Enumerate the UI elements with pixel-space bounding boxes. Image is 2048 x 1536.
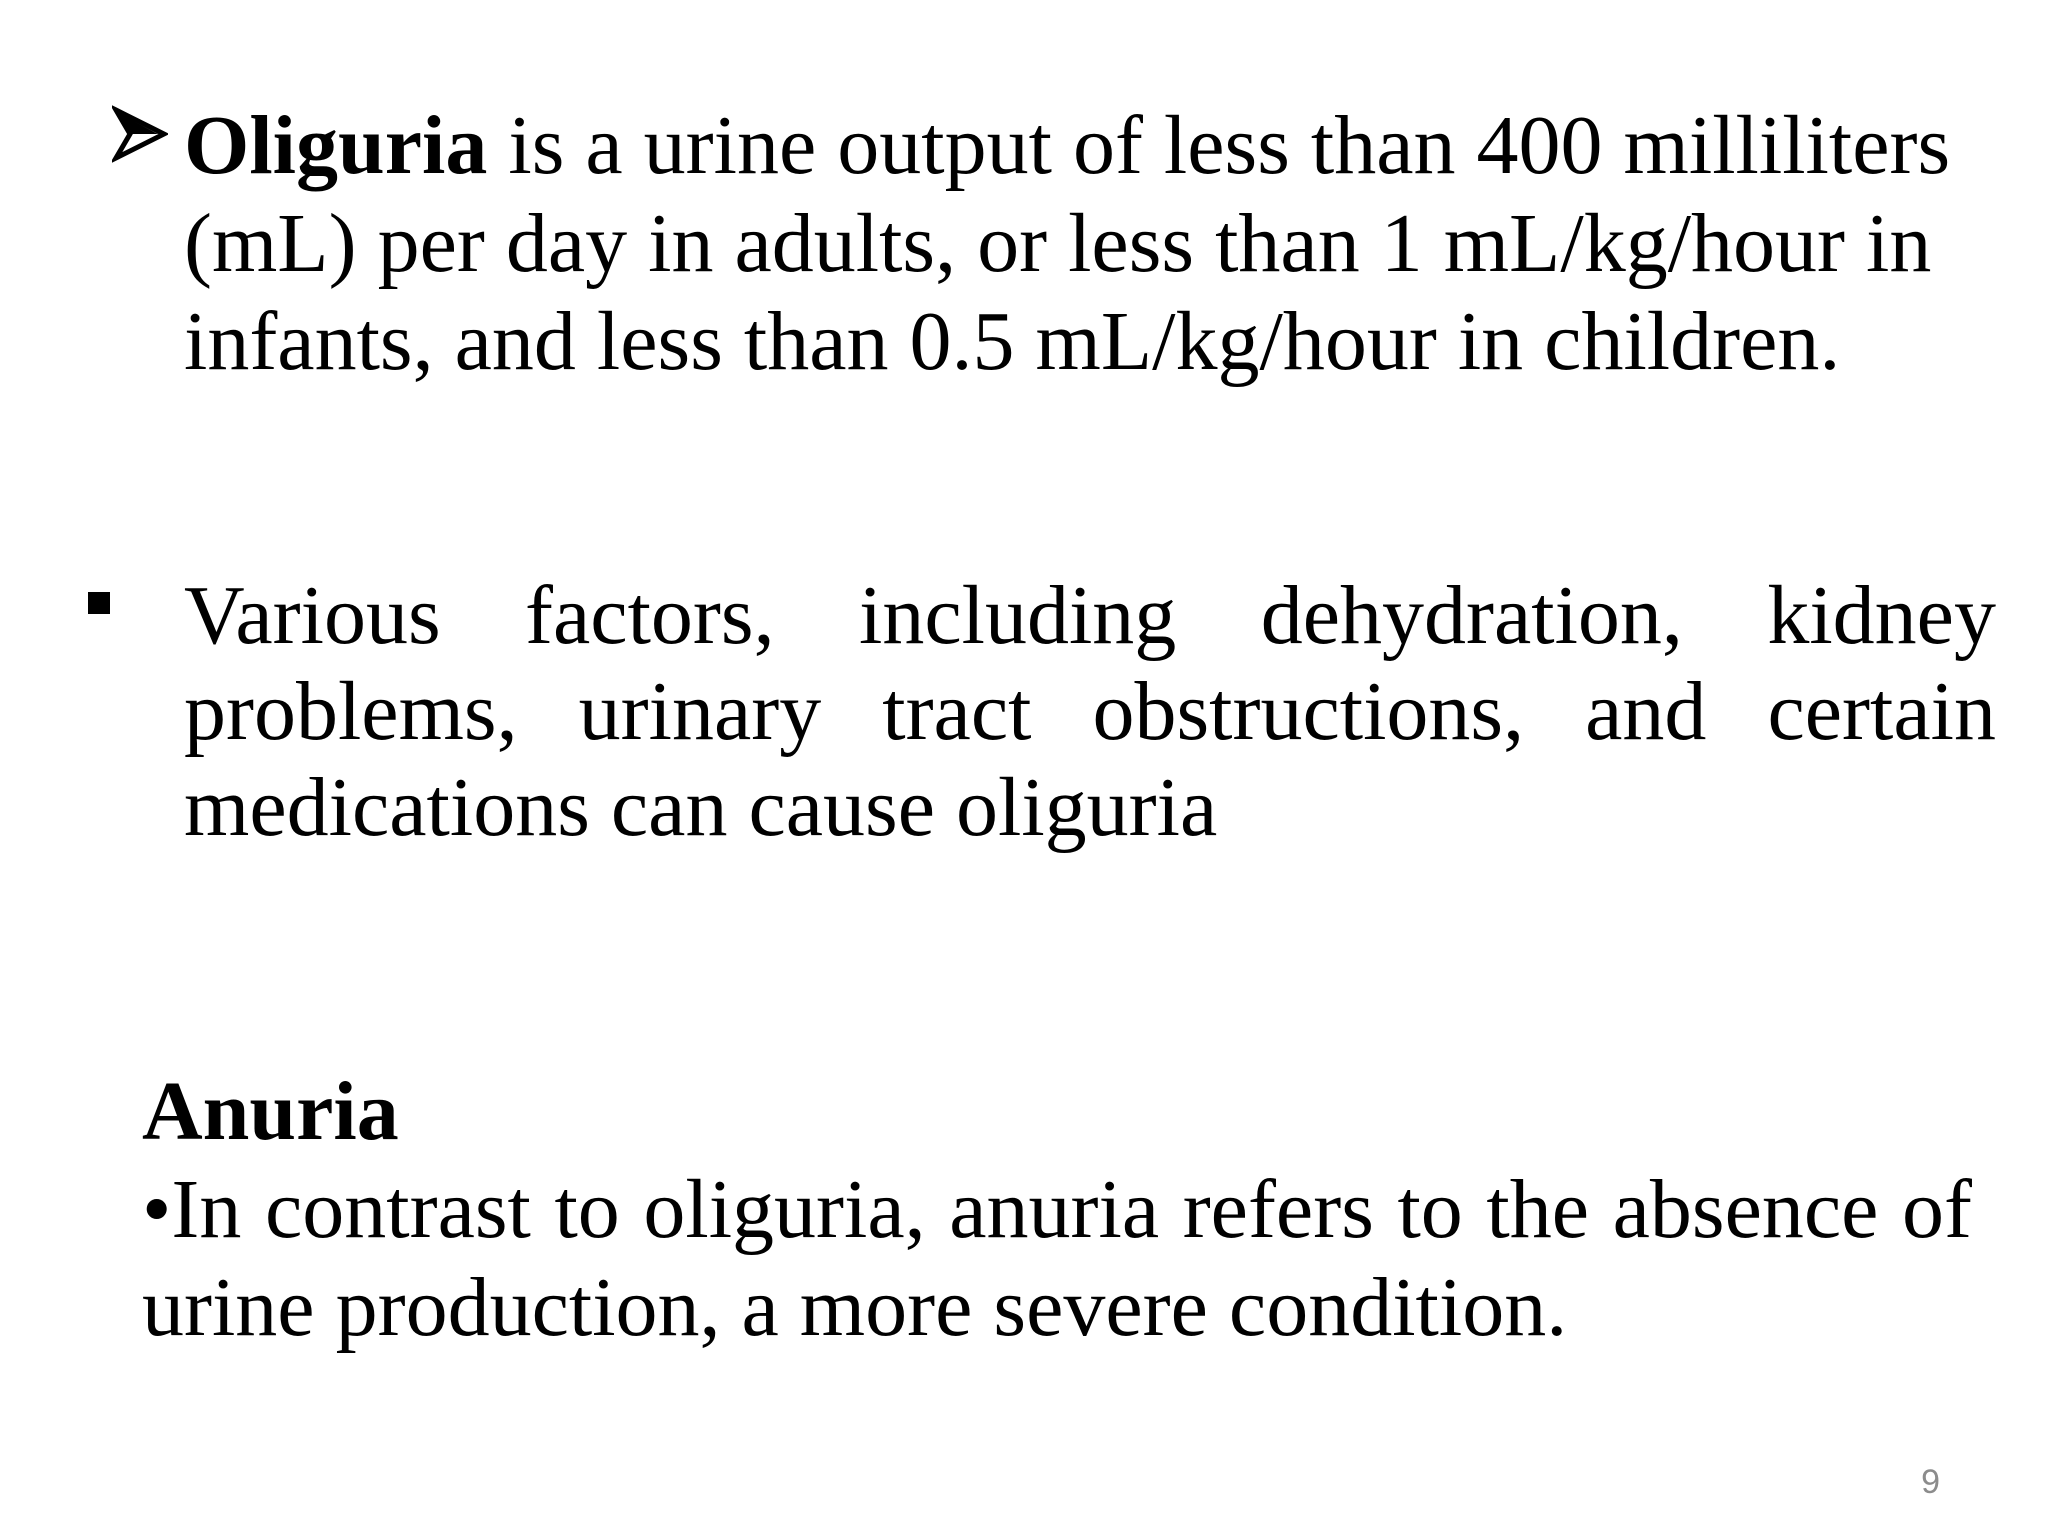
causes-line-3: medications can cause oliguria <box>184 761 1218 854</box>
causes-word: obstructions, <box>1092 665 1525 758</box>
anuria-word: the <box>1486 1163 1590 1256</box>
causes-line-1 <box>184 568 1996 664</box>
anuria-word: anuria <box>949 1163 1160 1256</box>
oliguria-line-3: infants, and less than 0.5 mL/kg/hour in children. <box>184 295 1841 388</box>
square-bullet-icon <box>88 592 110 614</box>
anuria-word: oliguria, <box>643 1163 926 1256</box>
anuria-word: •In <box>142 1163 242 1256</box>
causes-word: problems, <box>184 665 518 758</box>
causes-word: and <box>1585 665 1707 758</box>
anuria-word: refers <box>1182 1163 1374 1256</box>
anuria-line-1 <box>142 1162 1972 1258</box>
causes-line-2 <box>184 664 1996 760</box>
page-number: 9 <box>1921 1463 1940 1501</box>
anuria-word: to <box>1397 1163 1463 1256</box>
causes-word: certain <box>1767 665 1996 758</box>
causes-word: Various <box>184 569 441 662</box>
causes-word: tract <box>882 665 1032 758</box>
causes-word: urinary <box>578 665 822 758</box>
anuria-word: contrast <box>264 1163 531 1256</box>
oliguria-definition-start: is a urine output of less than 400 milliliters <box>487 99 1951 192</box>
causes-word: factors, <box>525 569 775 662</box>
causes-word: including <box>859 569 1177 662</box>
oliguria-line-1 <box>184 98 1950 194</box>
anuria-word: absence <box>1612 1163 1879 1256</box>
anuria-line-2: urine production, a more severe condition. <box>142 1261 1568 1354</box>
anuria-word: of <box>1902 1163 1972 1256</box>
oliguria-term: Oliguria <box>184 99 488 192</box>
anuria-word: to <box>554 1163 620 1256</box>
oliguria-line-2: (mL) per day in adults, or less than 1 mL/kg/hour in <box>184 197 1932 290</box>
causes-word: kidney <box>1767 569 1996 662</box>
causes-word: dehydration, <box>1260 569 1683 662</box>
anuria-heading: Anuria <box>142 1065 399 1158</box>
arrow-bullet-icon <box>112 104 168 164</box>
